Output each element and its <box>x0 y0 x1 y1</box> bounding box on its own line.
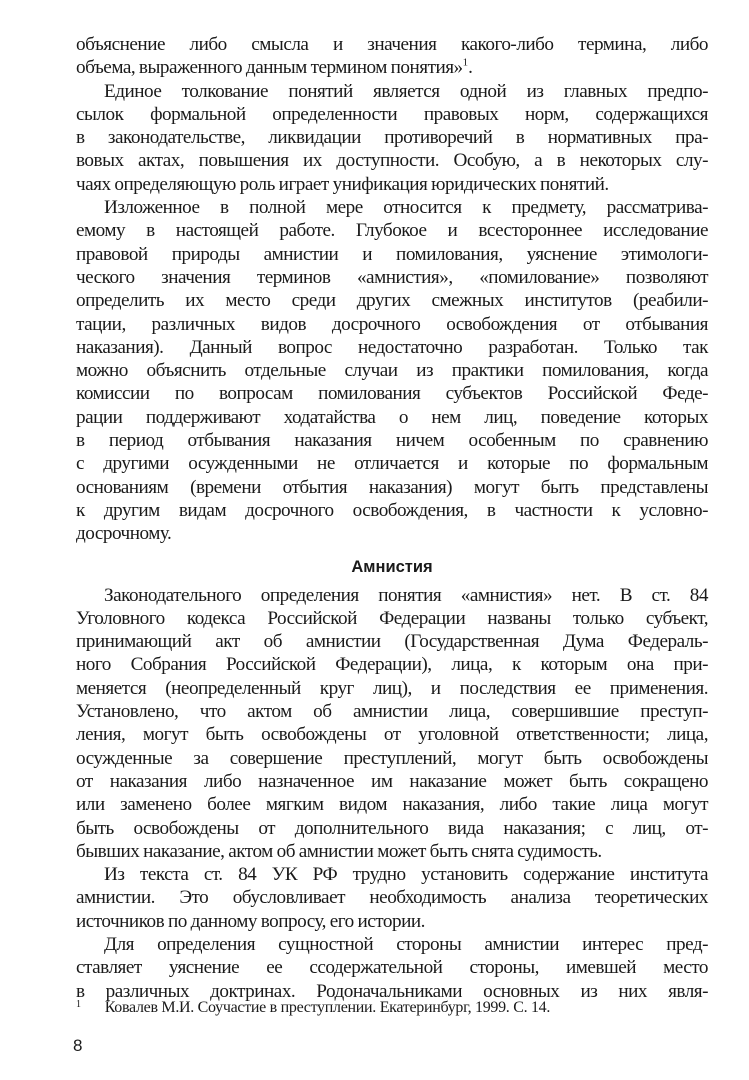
line-text: Для определения сущностной стороны амнистии интерес пред- <box>104 933 708 955</box>
footnote-ref[interactable]: 1 <box>462 56 469 69</box>
line-text: сылок формальной определенности правовых норм, содержащихся <box>76 103 708 125</box>
line-text: от наказания либо назначенное им наказание может быть сокращено <box>76 770 708 792</box>
line-text: осужденные за совершение преступлений, могут быть освобождены <box>76 747 708 769</box>
text-line <box>76 723 708 746</box>
text-line <box>76 770 708 793</box>
text-line <box>76 33 708 56</box>
line-text: меняется (неопределенный круг лиц), и последствия ее применения. <box>76 677 708 699</box>
line-text: вовых актах, повышения их доступности. Особую, а в некоторых слу- <box>76 150 708 172</box>
line-text: чаях определяющую роль играет унификация юридических понятий. <box>76 173 609 195</box>
line-text: правовой природы амнистии и помилования, уяснение этимологи- <box>76 243 708 265</box>
text-line <box>76 607 708 630</box>
text-line <box>76 584 708 607</box>
text-line <box>76 336 708 359</box>
line-text: Изложенное в полной мере относится к предмету, рассматрива- <box>104 197 708 219</box>
line-text: комиссии по вопросам помилования субъектов Российской Феде- <box>76 383 708 405</box>
line-text: к другим видам досрочного освобождения, в частности к условно- <box>76 499 708 521</box>
text-line <box>76 653 708 676</box>
text-line <box>76 886 708 909</box>
line-text: тации, различных видов досрочного освобождения от отбывания <box>76 313 708 335</box>
text-line <box>76 499 708 522</box>
line-text: амнистии. Это обусловливает необходимость анализа теоретических <box>76 887 708 909</box>
text-line <box>76 677 708 700</box>
text-line <box>76 266 708 289</box>
line-text: ного Собрания Российской Федерации), лица, к которым она при- <box>76 654 708 676</box>
text-line <box>76 817 708 840</box>
text-line <box>76 313 708 336</box>
text-line <box>76 956 708 979</box>
line-text: ления, могут быть освобождены от уголовной ответственности; лица, <box>76 724 708 746</box>
page-number: 8 <box>73 1036 83 1055</box>
text-line <box>76 80 708 103</box>
text-line <box>76 382 708 405</box>
text-line <box>76 476 708 499</box>
text-line <box>76 863 708 886</box>
line-text: основаниям (времени отбытия наказания) могут быть представлены <box>76 476 708 498</box>
line-text: емому в настоящей работе. Глубокое и всестороннее исследование <box>76 220 708 242</box>
text-line <box>76 289 708 312</box>
footnote <box>76 998 708 1018</box>
text-line: объема, выраженного данным термином понятия»$^1$. <box>76 56 473 79</box>
line-text: с другими осужденными не отличается и которые по формальным <box>76 453 708 475</box>
text-line <box>76 747 708 770</box>
line-text: рации поддерживают ходатайства о нем лиц, поведение которых <box>76 406 708 428</box>
line-text: или заменено более мягким видом наказания, либо такие лица могут <box>76 794 708 816</box>
line-text: Законодательного определения понятия «амнистия» нет. В ст. 84 <box>104 584 708 606</box>
text-line <box>76 910 708 933</box>
line-text: можно объяснить отдельные случаи из практики помилования, когда <box>76 360 708 382</box>
text-line <box>76 452 708 475</box>
line-text: источников по данному вопросу, его истории. <box>76 910 425 932</box>
text-line <box>76 933 708 956</box>
line-text: Установлено, что актом об амнистии лица, совершившие преступ- <box>76 701 708 723</box>
paragraph <box>76 33 708 80</box>
body-text <box>76 33 708 1003</box>
line-text: определить их место среди других смежных институтов (реабили- <box>76 290 708 312</box>
line-text: досрочному. <box>76 523 172 545</box>
line-text: бывших наказание, актом об амнистии может быть снята судимость. <box>76 840 602 862</box>
footnote-text: Ковалев М.И. Соучастие в преступлении. Екатеринбург, 1999. С. 14. <box>104 999 551 1016</box>
line-text: в различных доктринах. Родоначальниками основных из них явля- <box>76 980 708 1002</box>
text-line <box>76 840 708 863</box>
text-line <box>76 196 708 219</box>
text-line <box>76 522 708 545</box>
text-line <box>76 630 708 653</box>
line-text: объяснение либо смысла и значения какого-либо термина, либо <box>76 34 708 55</box>
text-line <box>76 173 708 196</box>
line-text: Из текста ст. 84 УК РФ трудно установить содержание института <box>104 864 708 886</box>
line-text: ческого значения терминов «амнистия», «помилование» позволяют <box>76 266 708 288</box>
text-line <box>76 793 708 816</box>
section-heading: Амнистия <box>351 557 433 576</box>
line-text: быть освобождены от дополнительного вида наказания; с лиц, от- <box>76 817 708 839</box>
line-text: ставляет уяснение ее ссодержательной стороны, имевшей место <box>76 957 708 979</box>
text-line <box>76 243 708 266</box>
footnote-marker: 1 <box>76 999 81 1010</box>
line-text: наказания). Данный вопрос недостаточно разработан. Только так <box>76 336 708 358</box>
text-line <box>76 700 708 723</box>
paragraph <box>76 933 708 1003</box>
text-line <box>76 429 708 452</box>
line-text: объема, выраженного данным термином понятия» <box>76 57 463 79</box>
line-text: Уголовного кодекса Российской Федерации названы только субъект, <box>76 607 708 629</box>
line-text: Единое толкование понятий является одной из главных предпо- <box>104 80 708 102</box>
text-line <box>76 149 708 172</box>
paragraph <box>76 584 708 864</box>
text-line <box>76 406 708 429</box>
line-text: в законодательстве, ликвидации противоречий в нормативных пра- <box>76 127 708 149</box>
text-line <box>76 219 708 242</box>
paragraph <box>76 80 708 196</box>
text-line <box>76 359 708 382</box>
line-text: принимающий акт об амнистии (Государственная Дума Федераль- <box>76 631 708 653</box>
paragraph <box>76 196 708 545</box>
text-line <box>76 126 708 149</box>
line-text: в период отбывания наказания ничем особенным по сравнению <box>76 430 708 452</box>
paragraph <box>76 863 708 933</box>
text-line <box>76 103 708 126</box>
